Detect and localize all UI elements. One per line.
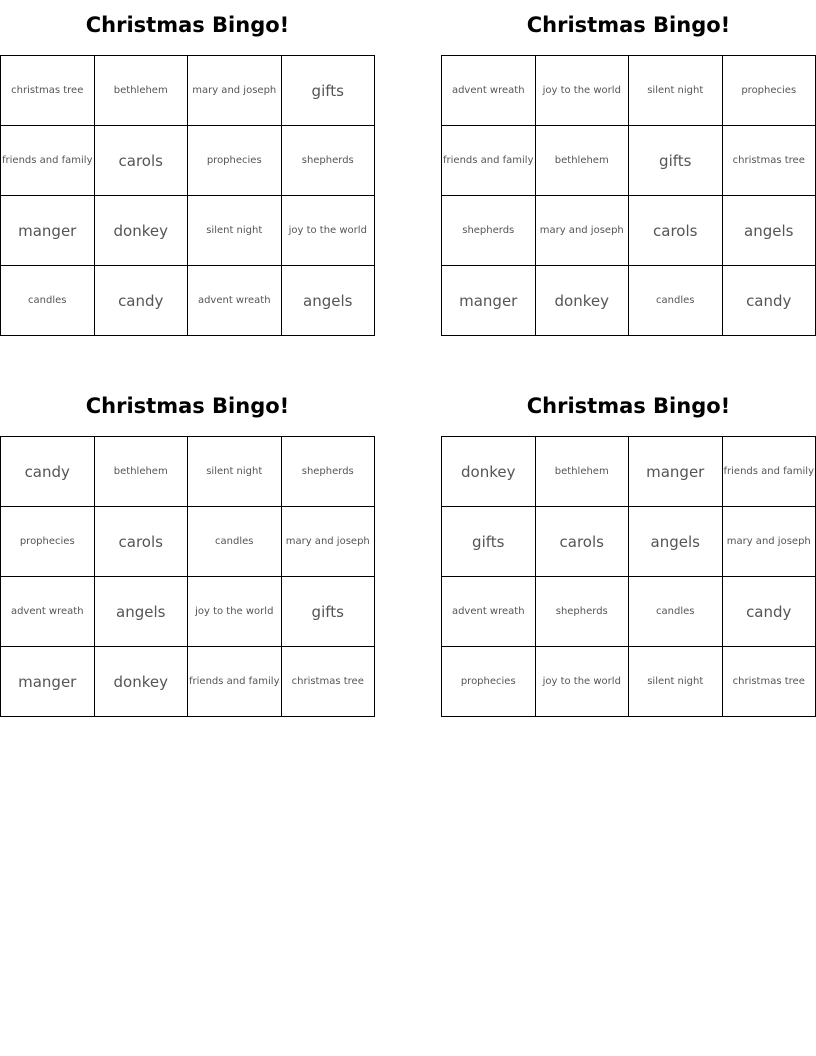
bingo-cell: mary and joseph [188, 56, 282, 126]
bingo-cell: mary and joseph [722, 507, 816, 577]
bingo-cell: joy to the world [535, 56, 629, 126]
bingo-grid [0, 55, 375, 336]
bingo-cell: joy to the world [535, 647, 629, 717]
bingo-cell: advent wreath [442, 56, 536, 126]
grid-row [442, 577, 816, 647]
bingo-grid [0, 436, 375, 717]
bingo-cell: angels [94, 577, 188, 647]
bingo-cell: donkey [94, 196, 188, 266]
bingo-cell: candles [188, 507, 282, 577]
bingo-cell: silent night [629, 647, 723, 717]
bingo-cell: candy [94, 266, 188, 336]
bingo-cell: manger [442, 266, 536, 336]
bingo-cell: christmas tree [1, 56, 95, 126]
card-title: Christmas Bingo! [526, 394, 731, 418]
bingo-card-1 [0, 0, 375, 310]
bingo-cell: prophecies [442, 647, 536, 717]
bingo-cell: gifts [281, 56, 375, 126]
bingo-card-3 [0, 381, 375, 691]
bingo-cell: mary and joseph [535, 196, 629, 266]
bingo-cell: donkey [94, 647, 188, 717]
bingo-cell: shepherds [442, 196, 536, 266]
bingo-cell: prophecies [188, 126, 282, 196]
bingo-cell: donkey [535, 266, 629, 336]
bingo-grid [441, 55, 816, 336]
bingo-cell: donkey [442, 437, 536, 507]
bingo-cell: christmas tree [722, 647, 816, 717]
bingo-cell: bethlehem [94, 437, 188, 507]
grid-row [1, 126, 375, 196]
bingo-cell: gifts [629, 126, 723, 196]
bingo-cell: candles [1, 266, 95, 336]
bingo-cell: prophecies [1, 507, 95, 577]
bingo-cell: carols [535, 507, 629, 577]
bingo-cell: advent wreath [188, 266, 282, 336]
bingo-cell: carols [94, 507, 188, 577]
bingo-card-2 [441, 0, 816, 310]
card-title: Christmas Bingo! [85, 13, 290, 37]
bingo-cell: manger [1, 647, 95, 717]
bingo-cell: advent wreath [442, 577, 536, 647]
grid-row [442, 507, 816, 577]
bingo-cell: joy to the world [281, 196, 375, 266]
bingo-cell: carols [94, 126, 188, 196]
bingo-cell: candles [629, 266, 723, 336]
bingo-cell: silent night [629, 56, 723, 126]
bingo-cell: shepherds [281, 126, 375, 196]
grid-row [442, 647, 816, 717]
bingo-cell: candy [722, 266, 816, 336]
bingo-cell: bethlehem [94, 56, 188, 126]
bingo-cell: gifts [442, 507, 536, 577]
bingo-cell: christmas tree [281, 647, 375, 717]
bingo-cell: advent wreath [1, 577, 95, 647]
bingo-cell: angels [281, 266, 375, 336]
bingo-cell: friends and family [1, 126, 95, 196]
bingo-cell: friends and family [442, 126, 536, 196]
grid-row [1, 266, 375, 336]
bingo-cell: joy to the world [188, 577, 282, 647]
bingo-cell: silent night [188, 196, 282, 266]
bingo-cell: friends and family [188, 647, 282, 717]
grid-row [442, 196, 816, 266]
bingo-cell: angels [722, 196, 816, 266]
grid-row [442, 126, 816, 196]
bingo-cell: bethlehem [535, 437, 629, 507]
bingo-cell: manger [629, 437, 723, 507]
grid-row [1, 647, 375, 717]
bingo-cell: shepherds [281, 437, 375, 507]
bingo-cell: manger [1, 196, 95, 266]
bingo-cell: carols [629, 196, 723, 266]
bingo-cell: prophecies [722, 56, 816, 126]
bingo-cell: friends and family [722, 437, 816, 507]
bingo-cell: silent night [188, 437, 282, 507]
grid-row [1, 437, 375, 507]
bingo-cell: angels [629, 507, 723, 577]
grid-row [1, 56, 375, 126]
grid-row [1, 196, 375, 266]
bingo-cell: candy [722, 577, 816, 647]
bingo-card-4 [441, 381, 816, 687]
bingo-cell: mary and joseph [281, 507, 375, 577]
bingo-cell: gifts [281, 577, 375, 647]
bingo-cell: shepherds [535, 577, 629, 647]
bingo-cell: bethlehem [535, 126, 629, 196]
grid-row [1, 577, 375, 647]
bingo-cell: christmas tree [722, 126, 816, 196]
card-title: Christmas Bingo! [526, 13, 731, 37]
card-title: Christmas Bingo! [85, 394, 290, 418]
grid-row [442, 266, 816, 336]
grid-row [442, 56, 816, 126]
bingo-grid [441, 436, 816, 717]
grid-row [1, 507, 375, 577]
bingo-cell: candles [629, 577, 723, 647]
bingo-cell: candy [1, 437, 95, 507]
grid-row [442, 437, 816, 507]
